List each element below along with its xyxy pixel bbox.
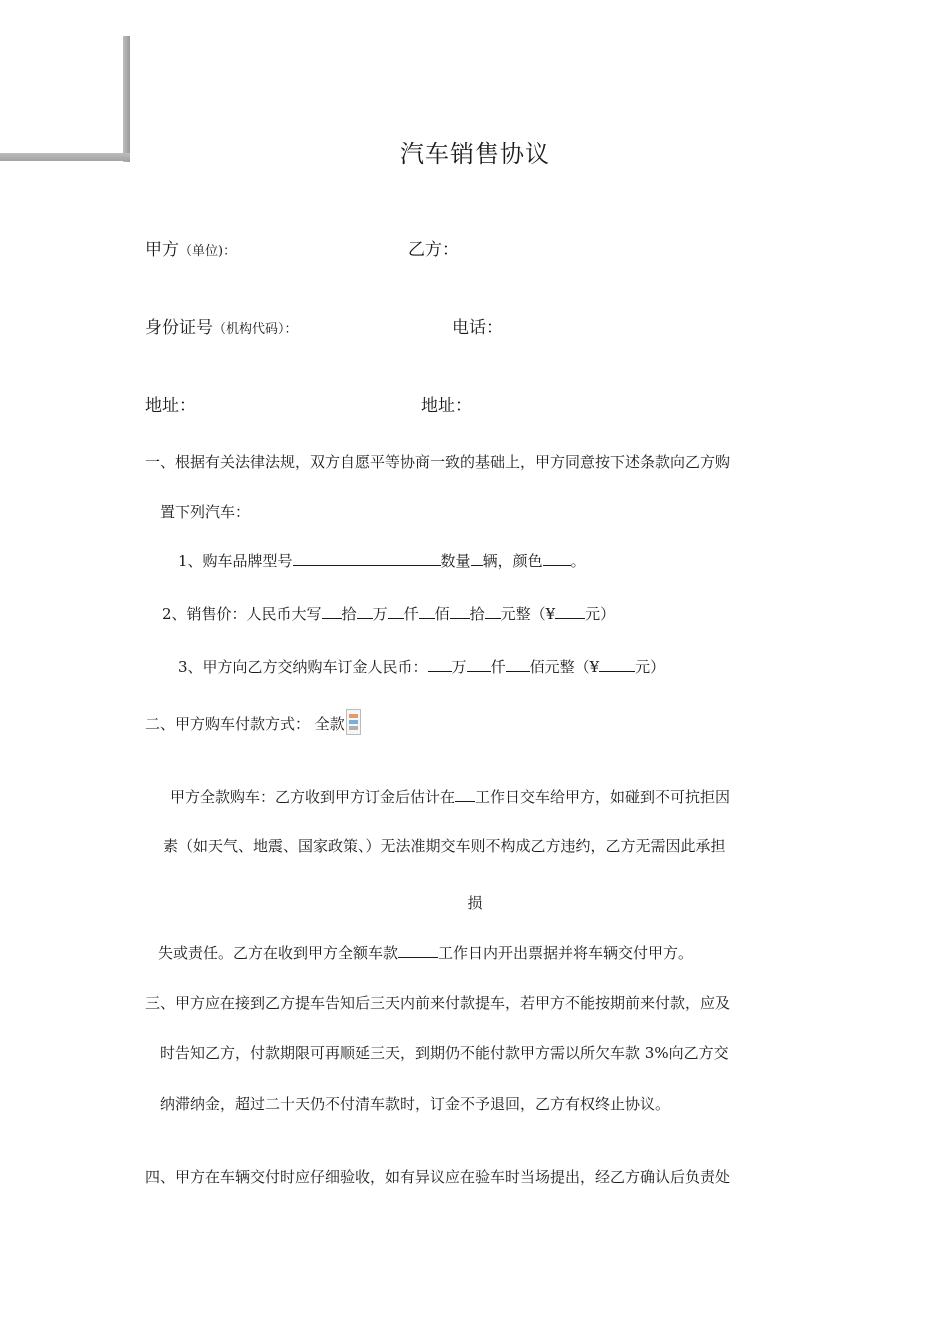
clause3-line1: 三、甲方应在接到乙方提车告知后三天内前来付款提车，若甲方不能按期前来付款，应及 — [145, 994, 731, 1012]
brand-model-blank[interactable] — [293, 551, 441, 566]
payment-method: 全款 — [314, 715, 345, 733]
party-a-note: （单位)： — [179, 244, 237, 259]
party-a-address-label: 地址： — [145, 396, 196, 416]
clause1-line1: 一、根据有关法律法规，双方自愿平等协商一致的基础上，甲方同意按下述条款向乙方购 — [145, 453, 731, 471]
deposit-number-blank[interactable] — [599, 657, 635, 672]
phone-label: 电话： — [452, 318, 503, 338]
deposit-blank-2[interactable] — [467, 657, 491, 672]
broken-image-icon — [346, 709, 361, 735]
delivery-days-blank[interactable] — [455, 787, 475, 802]
item1-label-brand: 1、购车品牌型号 — [178, 552, 293, 570]
id-number-line — [145, 313, 298, 338]
party-b-label: 乙方： — [408, 240, 459, 260]
party-a-label-line — [145, 235, 236, 260]
item3-unit-qian: 仟 — [490, 658, 506, 676]
item2-unit-wan: 万 — [372, 605, 388, 623]
party-a-label: 甲方 — [145, 240, 179, 260]
id-number-label: 身份证号 — [145, 318, 213, 338]
clause3-line3: 纳滞纳金，超过二十天仍不付清车款时，订金不予退回，乙方有权终止协议。 — [160, 1095, 671, 1113]
quantity-blank[interactable] — [471, 551, 483, 566]
clause1-line2: 置下列汽车： — [160, 503, 251, 521]
clause1-item1 — [178, 550, 586, 571]
price-blank-6[interactable] — [485, 604, 501, 619]
price-blank-4[interactable] — [419, 604, 435, 619]
price-number-blank[interactable] — [555, 604, 585, 619]
clause3-line2: 时告知乙方，付款期限可再顺延三天，到期仍不能付款甲方需以所欠车款 3%向乙方交 — [160, 1044, 729, 1062]
clause1-item2 — [162, 603, 615, 624]
item3-unit-wan: 万 — [451, 658, 467, 676]
deposit-blank-1[interactable] — [428, 657, 452, 672]
clause2-p4-text-b: 工作日内开出票据并将车辆交付甲方。 — [438, 944, 694, 962]
clause2-p3: 损 — [467, 894, 483, 912]
item2-unit-bai: 佰 — [434, 605, 450, 623]
item2-unit-shi: 拾 — [341, 605, 357, 623]
invoice-days-blank[interactable] — [398, 943, 438, 958]
clause2-p2: 素（如天气、地震、国家政策、）无法准期交车则不构成乙方违约，乙方无需因此承担 — [163, 837, 726, 855]
item3-end: 元） — [635, 658, 666, 676]
item1-label-color: 辆，颜色 — [482, 552, 543, 570]
clause2-p1-text-b: 工作日交车给甲方，如碰到不可抗拒因 — [475, 788, 731, 806]
price-blank-5[interactable] — [450, 604, 470, 619]
item2-unit-shi2: 拾 — [469, 605, 485, 623]
price-blank-1[interactable] — [322, 604, 342, 619]
party-b-address-label: 地址： — [421, 396, 472, 416]
item3-yuan-zheng: 佰元整（¥ — [529, 658, 600, 676]
document-title: 汽车销售协议 — [400, 140, 550, 168]
clause2-p1-text: 甲方全款购车：乙方收到甲方订金后估计在 — [170, 788, 456, 806]
item2-unit-qian: 仟 — [403, 605, 419, 623]
item2-label-price: 2、销售价：人民币大写 — [162, 605, 322, 623]
clause1-item3 — [178, 656, 665, 677]
clause2-p4 — [158, 942, 693, 963]
price-blank-3[interactable] — [388, 604, 404, 619]
item1-label-quantity: 数量 — [440, 552, 471, 570]
color-blank[interactable] — [543, 551, 571, 566]
deposit-blank-3[interactable] — [506, 657, 530, 672]
id-number-note: （机构代码）： — [213, 322, 298, 337]
clause4-line1: 四、甲方在车辆交付时应仔细验收，如有异议应在验车时当场提出，经乙方确认后负责处 — [145, 1168, 731, 1186]
item2-end: 元） — [585, 605, 616, 623]
item1-end: 。 — [570, 552, 586, 570]
price-blank-2[interactable] — [357, 604, 373, 619]
item2-yuan-zheng: 元整（¥ — [500, 605, 556, 623]
clause2-heading-line — [145, 709, 361, 735]
item3-label-deposit: 3、甲方向乙方交纳购车订金人民币： — [178, 658, 428, 676]
clause2-p4-text: 失或责任。乙方在收到甲方全额车款 — [158, 944, 399, 962]
clause2-heading: 二、甲方购车付款方式： — [145, 715, 311, 733]
clause2-p1 — [170, 786, 730, 807]
